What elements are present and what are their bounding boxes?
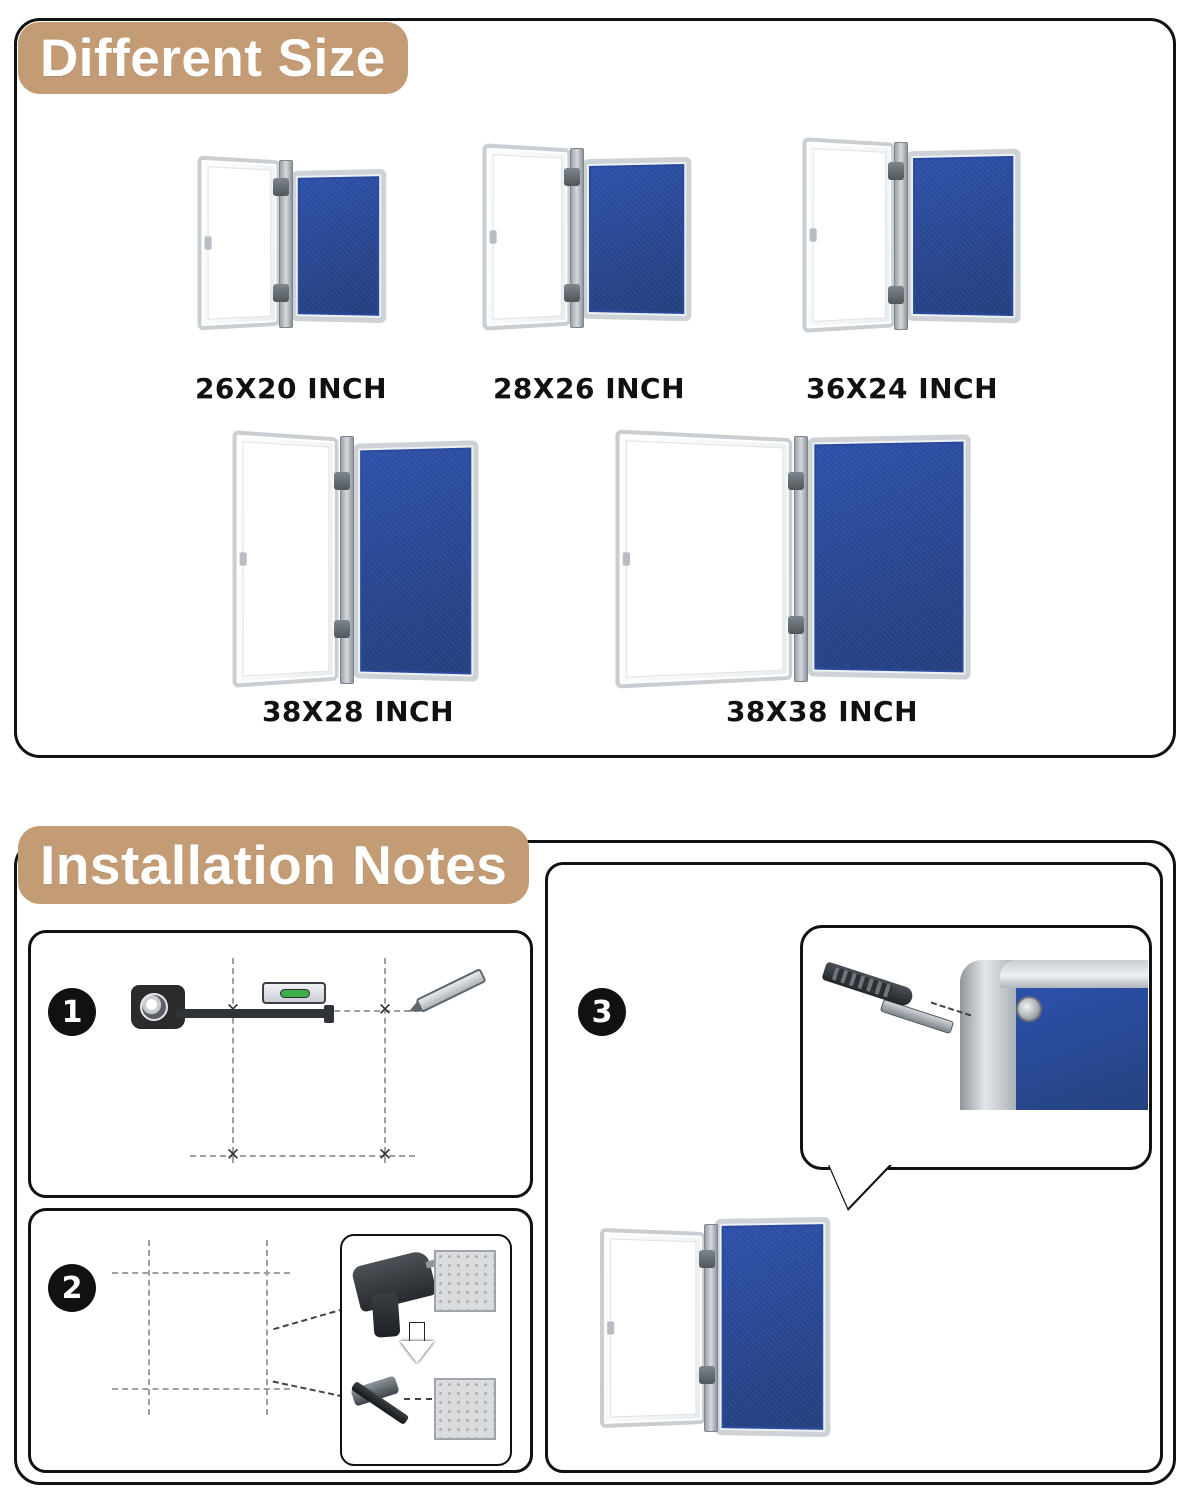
board-28x26 xyxy=(478,140,698,338)
door-handle xyxy=(810,228,817,241)
hinge-lug-top xyxy=(788,472,804,490)
board-door-white xyxy=(615,429,792,688)
layout-guide-vertical xyxy=(266,1240,268,1415)
insert-direction-arrow xyxy=(404,1398,432,1400)
step-3-badge: 3 xyxy=(578,988,626,1036)
board-felt-blue xyxy=(353,440,478,682)
board-felt-blue xyxy=(808,434,971,679)
mark-x: ✕ xyxy=(377,1000,393,1020)
board-label-38x38: 38X38 INCH xyxy=(725,695,919,728)
hinge-lug-bottom xyxy=(273,284,289,302)
board-door-white xyxy=(802,137,894,333)
drill-grip xyxy=(371,1292,400,1338)
callout-tail xyxy=(828,1162,892,1208)
board-door-white xyxy=(197,156,280,331)
hinge-lug-top xyxy=(273,178,289,196)
board-label-36x24: 36X24 INCH xyxy=(805,372,999,405)
board-felt-blue xyxy=(582,157,691,322)
board-label-26x20: 26X20 INCH xyxy=(194,372,388,405)
door-handle xyxy=(623,552,630,565)
spirit-level-icon xyxy=(262,982,326,1004)
hinge-lug-top xyxy=(888,162,904,180)
hinge-lug-bottom xyxy=(888,286,904,304)
tape-measure-hook xyxy=(324,1005,334,1023)
tape-measure-strip xyxy=(176,1009,332,1018)
board-26x20 xyxy=(193,148,389,336)
layout-guide-vertical xyxy=(148,1240,150,1415)
door-handle xyxy=(490,230,497,243)
layout-guide-horizontal xyxy=(112,1272,290,1274)
step-1-box xyxy=(28,930,533,1198)
hinge-lug-top xyxy=(564,168,580,186)
arrow-down-icon xyxy=(409,1322,425,1342)
hinge-lug-bottom xyxy=(788,616,804,634)
screw-head xyxy=(1016,996,1042,1022)
mark-x: ✕ xyxy=(377,1145,393,1165)
frame-top-rail xyxy=(1000,960,1148,988)
section-title-different-size: Different Size xyxy=(18,22,408,94)
board-door-white xyxy=(600,1228,706,1428)
tape-measure-icon xyxy=(131,985,185,1029)
hinge-lug-top xyxy=(334,472,350,490)
hinge-lug-top xyxy=(699,1250,715,1268)
wall-surface xyxy=(434,1378,496,1440)
step-3-board xyxy=(600,1208,832,1443)
layout-guide-vertical xyxy=(384,958,386,1163)
board-38x28 xyxy=(228,424,486,696)
board-label-28x26: 28X26 INCH xyxy=(492,372,686,405)
door-handle xyxy=(607,1321,614,1334)
layout-guide-horizontal xyxy=(112,1388,290,1390)
board-door-white xyxy=(233,430,339,688)
door-handle xyxy=(205,236,212,249)
layout-guide-vertical xyxy=(232,958,234,1163)
board-36x24 xyxy=(798,136,1026,346)
arrow-down-icon-head xyxy=(400,1341,434,1363)
board-38x38 xyxy=(612,420,976,692)
board-felt-blue xyxy=(291,169,386,323)
hinge-lug-bottom xyxy=(564,284,580,302)
board-felt-blue xyxy=(906,149,1020,324)
door-handle xyxy=(240,552,247,565)
board-label-38x28: 38X28 INCH xyxy=(261,695,455,728)
board-door-white xyxy=(482,143,571,330)
step-2-badge: 2 xyxy=(48,1264,96,1312)
section-title-installation-notes: Installation Notes xyxy=(18,826,529,904)
board-felt-blue xyxy=(715,1217,831,1437)
mark-x: ✕ xyxy=(225,1145,241,1165)
hinge-lug-bottom xyxy=(699,1366,715,1384)
hinge-lug-bottom xyxy=(334,620,350,638)
wall-surface xyxy=(434,1250,496,1312)
step-1-badge: 1 xyxy=(48,988,96,1036)
board-corner-zoom xyxy=(960,960,1148,1110)
